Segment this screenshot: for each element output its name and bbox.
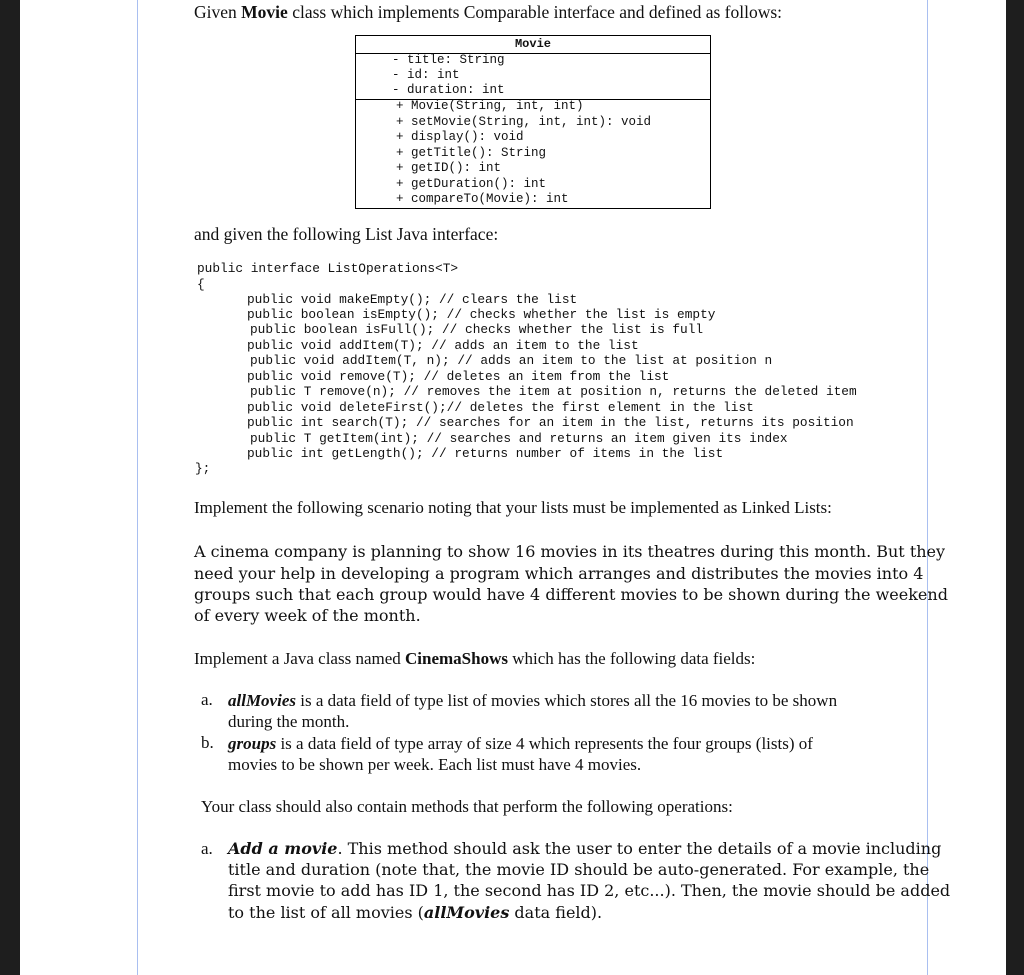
code-line: public int search(T); // searches for an item in the list, returns its position [247, 415, 854, 430]
uml-class-diagram [355, 35, 711, 209]
code-close-brace: }; [195, 461, 211, 476]
code-line: public boolean isEmpty(); // checks whether the list is empty [247, 307, 716, 322]
uml-attribute: - title: String [392, 53, 505, 67]
intro-text: Given Movie class which implements Comparable interface and defined as follows: [194, 2, 783, 22]
code-line: public T getItem(int); // searches and returns an item given its index [250, 431, 788, 446]
uml-method: + Movie(String, int, int) [396, 99, 584, 113]
code-line: public void remove(T); // deletes an item from the list [247, 369, 670, 384]
code-line: public int getLength(); // returns number of items in the list [247, 446, 724, 461]
code-open-brace: { [197, 277, 205, 292]
code-line: public T remove(n); // removes the item at position n, returns the deleted item [250, 384, 857, 399]
uml-attribute: - duration: int [392, 83, 505, 97]
scenario-line: groups such that each group would have 4 different movies to be shown during the weekend [194, 585, 948, 604]
uml-method: + getDuration(): int [396, 177, 547, 191]
uml-method: + display(): void [396, 130, 524, 144]
scenario-line: need your help in developing a program which arranges and distributes the movies into 4 [194, 564, 924, 583]
operation-item: Add a movie. This method should ask the user to enter the details of a movie including [228, 839, 942, 858]
operation-label: a. [201, 839, 213, 858]
class-intro: Implement a Java class named CinemaShows which has the following data fields: [194, 649, 756, 668]
operation-item-continued: to the list of all movies (allMovies data field). [228, 903, 603, 922]
uml-method: + setMovie(String, int, int): void [396, 115, 652, 129]
uml-method: + getID(): int [396, 161, 502, 175]
right-margin-line [927, 0, 928, 975]
code-line: public void addItem(T); // adds an item to the list [247, 338, 639, 353]
field-item: groups is a data field of type array of size 4 which represents the four groups (lists) of [228, 734, 813, 753]
code-line: public void addItem(T, n); // adds an item to the list at position n [250, 353, 773, 368]
given-list-text: and given the following List Java interface: [194, 224, 499, 244]
code-line: public boolean isFull(); // checks whether the list is full [250, 322, 704, 337]
left-margin-line [137, 0, 138, 975]
code-line: public void makeEmpty(); // clears the list [247, 292, 578, 307]
code-interface-header: public interface ListOperations<T> [197, 261, 459, 276]
methods-intro: Your class should also contain methods that perform the following operations: [201, 797, 733, 816]
implement-note: Implement the following scenario noting that your lists must be implemented as Linked Lists: [194, 498, 832, 517]
field-label: b. [201, 733, 214, 752]
field-item-continued: during the month. [228, 712, 350, 731]
operation-item-continued: title and duration (note that, the movie ID should be auto-generated. For example, the [228, 860, 930, 879]
uml-attribute: - id: int [392, 68, 460, 82]
uml-method: + getTitle(): String [396, 146, 547, 160]
scenario-line: of every week of the month. [194, 606, 421, 625]
document-page [20, 0, 1006, 975]
uml-class-title: Movie [356, 36, 710, 54]
scenario-line: A cinema company is planning to show 16 movies in its theatres during this month. But they [194, 542, 946, 561]
field-item-continued: movies to be shown per week. Each list must have 4 movies. [228, 755, 642, 774]
field-item: allMovies is a data field of type list of movies which stores all the 16 movies to be shown [228, 691, 838, 710]
operation-item-continued: first movie to add has ID 1, the second has ID 2, etc...). Then, the movie should be added [228, 881, 951, 900]
code-line: public void deleteFirst();// deletes the first element in the list [247, 400, 754, 415]
uml-method: + compareTo(Movie): int [396, 192, 569, 206]
field-label: a. [201, 690, 213, 709]
